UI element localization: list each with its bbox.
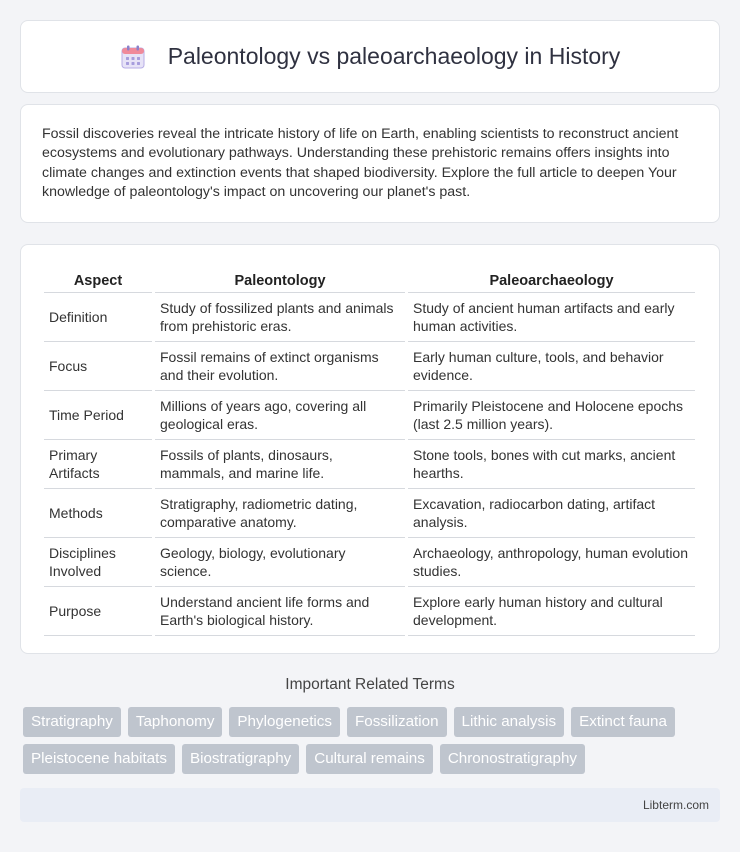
cell-aspect: Purpose — [44, 587, 152, 636]
cell-paleoarchaeology: Primarily Pleistocene and Holocene epochs (last 2.5 million years). — [408, 391, 695, 440]
header-paleontology: Paleontology — [155, 265, 405, 293]
tag-cultural-remains[interactable]: Cultural remains — [306, 744, 433, 774]
cell-aspect: Disciplines Involved — [44, 538, 152, 587]
cell-paleontology: Millions of years ago, covering all geological eras. — [155, 391, 405, 440]
cell-paleontology: Fossils of plants, dinosaurs, mammals, and marine life. — [155, 440, 405, 489]
header-aspect: Aspect — [44, 265, 152, 293]
footer — [20, 788, 720, 822]
related-terms-list — [23, 707, 713, 774]
table-row — [44, 538, 695, 587]
intro-card — [20, 104, 720, 223]
cell-paleoarchaeology: Explore early human history and cultural development. — [408, 587, 695, 636]
tag-fossilization[interactable]: Fossilization — [347, 707, 447, 737]
header-paleoarchaeology: Paleoarchaeology — [408, 265, 695, 293]
intro-text: Fossil discoveries reveal the intricate history of life on Earth, enabling scientists to reconstruct ancient ecosystems and evolutionary pathways. Understanding these prehistoric remains offers insights into climate changes and extinction events that shaped biodiversity. Explore the full article to deepen Your knowledge of paleontology's impact on uncovering our planet's past. — [42, 126, 679, 201]
cell-paleoarchaeology: Early human culture, tools, and behavior evidence. — [408, 342, 695, 391]
cell-paleoarchaeology: Archaeology, anthropology, human evolution studies. — [408, 538, 695, 587]
cell-aspect: Time Period — [44, 391, 152, 440]
cell-paleontology: Understand ancient life forms and Earth's biological history. — [155, 587, 405, 636]
table-row — [44, 489, 695, 538]
comparison-card — [20, 244, 720, 654]
tag-taphonomy[interactable]: Taphonomy — [128, 707, 223, 737]
table-row — [44, 391, 695, 440]
related-terms-title: Important Related Terms — [285, 676, 455, 693]
tag-extinct-fauna[interactable]: Extinct fauna — [571, 707, 675, 737]
cell-paleontology: Stratigraphy, radiometric dating, comparative anatomy. — [155, 489, 405, 538]
page-title: Paleontology vs paleoarchaeology in History — [167, 43, 621, 69]
cell-paleoarchaeology: Study of ancient human artifacts and early human activities. — [408, 293, 695, 342]
cell-aspect: Primary Artifacts — [44, 440, 152, 489]
tag-lithic-analysis[interactable]: Lithic analysis — [454, 707, 565, 737]
table-row — [44, 342, 695, 391]
cell-aspect: Focus — [44, 342, 152, 391]
cell-paleontology: Geology, biology, evolutionary science. — [155, 538, 405, 587]
cell-aspect: Definition — [44, 293, 152, 342]
tag-chronostratigraphy[interactable]: Chronostratigraphy — [440, 744, 585, 774]
cell-paleontology: Fossil remains of extinct organisms and their evolution. — [155, 342, 405, 391]
cell-paleontology: Study of fossilized plants and animals from prehistoric eras. — [155, 293, 405, 342]
cell-paleoarchaeology: Stone tools, bones with cut marks, ancient hearths. — [408, 440, 695, 489]
tag-phylogenetics[interactable]: Phylogenetics — [229, 707, 340, 737]
cell-aspect: Methods — [44, 489, 152, 538]
table-row — [44, 440, 695, 489]
table-row — [44, 293, 695, 342]
table-header-row — [44, 265, 695, 293]
tag-biostratigraphy[interactable]: Biostratigraphy — [182, 744, 299, 774]
calendar-icon — [120, 44, 146, 70]
table-row — [44, 587, 695, 636]
tag-pleistocene-habitats[interactable]: Pleistocene habitats — [23, 744, 175, 774]
cell-paleoarchaeology: Excavation, radiocarbon dating, artifact analysis. — [408, 489, 695, 538]
tag-stratigraphy[interactable]: Stratigraphy — [23, 707, 121, 737]
comparison-table — [41, 265, 698, 636]
footer-site-link[interactable]: Libterm.com — [642, 798, 709, 812]
header-card — [20, 20, 720, 93]
